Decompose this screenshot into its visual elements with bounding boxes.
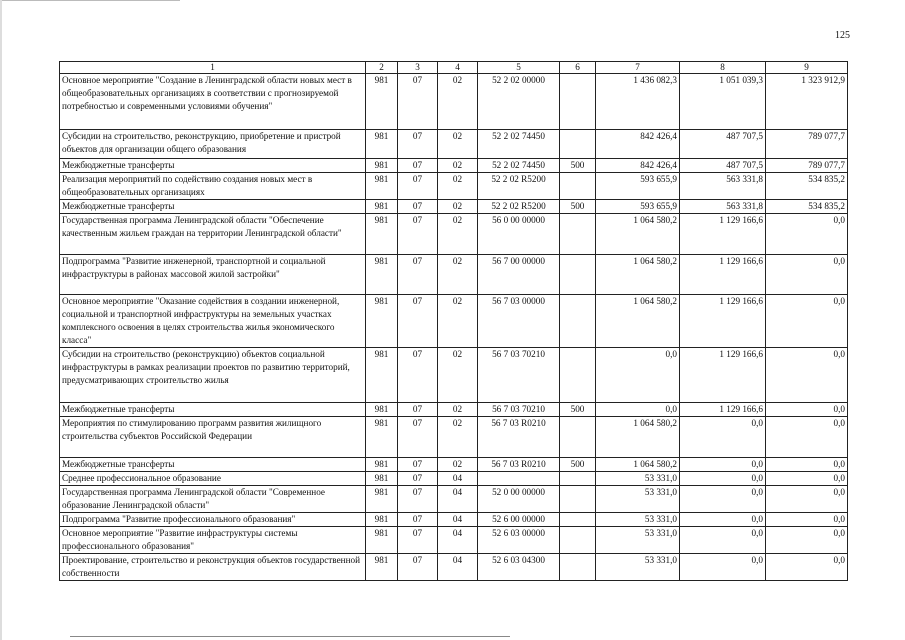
amount-col-8: 1 129 166,6 bbox=[680, 255, 766, 295]
subsection-code: 02 bbox=[438, 458, 478, 472]
scan-fold-shadow bbox=[0, 0, 2, 640]
amount-col-8: 0,0 bbox=[680, 513, 766, 527]
expense-type-code bbox=[560, 255, 596, 295]
glava-code: 981 bbox=[366, 554, 398, 581]
subsection-code: 02 bbox=[438, 214, 478, 255]
target-article-code bbox=[478, 472, 560, 486]
amount-col-7: 842 426,4 bbox=[596, 159, 680, 173]
table-row bbox=[60, 527, 848, 554]
table-row bbox=[60, 130, 848, 159]
subsection-code: 02 bbox=[438, 74, 478, 130]
amount-col-8: 0,0 bbox=[680, 472, 766, 486]
header-cell: 4 bbox=[438, 62, 478, 74]
target-article-code: 52 6 00 00000 bbox=[478, 513, 560, 527]
section-code: 07 bbox=[398, 403, 438, 417]
subsection-code: 02 bbox=[438, 173, 478, 200]
header-cell: 1 bbox=[60, 62, 366, 74]
subsection-code: 04 bbox=[438, 472, 478, 486]
amount-col-8: 1 129 166,6 bbox=[680, 348, 766, 403]
target-article-code: 52 2 02 74450 bbox=[478, 130, 560, 159]
amount-col-8: 487 707,5 bbox=[680, 159, 766, 173]
amount-col-8: 1 129 166,6 bbox=[680, 403, 766, 417]
expense-type-code bbox=[560, 130, 596, 159]
glava-code: 981 bbox=[366, 173, 398, 200]
table-row bbox=[60, 255, 848, 295]
item-name: Реализация мероприятий по содействию создания новых мест в общеобразовательных организациях bbox=[60, 173, 366, 200]
subsection-code: 04 bbox=[438, 527, 478, 554]
subsection-code: 02 bbox=[438, 295, 478, 348]
glava-code: 981 bbox=[366, 527, 398, 554]
amount-col-9: 0,0 bbox=[766, 554, 848, 581]
section-code: 07 bbox=[398, 458, 438, 472]
item-name: Основное мероприятие "Создание в Ленинградской области новых мест в общеобразовательных организациях в соответствии с прогнозируемой потребностью и современными условиями обучения" bbox=[60, 74, 366, 130]
amount-col-9: 0,0 bbox=[766, 513, 848, 527]
section-code: 07 bbox=[398, 159, 438, 173]
header-cell: 3 bbox=[398, 62, 438, 74]
subsection-code: 02 bbox=[438, 403, 478, 417]
glava-code: 981 bbox=[366, 295, 398, 348]
subsection-code: 02 bbox=[438, 417, 478, 458]
amount-col-7: 1 064 580,2 bbox=[596, 295, 680, 348]
section-code: 07 bbox=[398, 486, 438, 513]
expense-type-code: 500 bbox=[560, 159, 596, 173]
subsection-code: 04 bbox=[438, 486, 478, 513]
section-code: 07 bbox=[398, 74, 438, 130]
amount-col-9: 789 077,7 bbox=[766, 159, 848, 173]
table-row bbox=[60, 486, 848, 513]
subsection-code: 04 bbox=[438, 513, 478, 527]
target-article-code: 56 7 03 70210 bbox=[478, 348, 560, 403]
amount-col-9: 0,0 bbox=[766, 458, 848, 472]
amount-col-9: 0,0 bbox=[766, 486, 848, 513]
amount-col-7: 53 331,0 bbox=[596, 554, 680, 581]
header-cell: 9 bbox=[766, 62, 848, 74]
table-row bbox=[60, 554, 848, 581]
item-name: Межбюджетные трансферты bbox=[60, 200, 366, 214]
section-code: 07 bbox=[398, 554, 438, 581]
table-row bbox=[60, 513, 848, 527]
expense-type-code bbox=[560, 417, 596, 458]
amount-col-7: 53 331,0 bbox=[596, 472, 680, 486]
amount-col-8: 563 331,8 bbox=[680, 173, 766, 200]
table-row bbox=[60, 214, 848, 255]
section-code: 07 bbox=[398, 295, 438, 348]
expense-type-code bbox=[560, 173, 596, 200]
amount-col-9: 0,0 bbox=[766, 214, 848, 255]
section-code: 07 bbox=[398, 214, 438, 255]
table-row bbox=[60, 472, 848, 486]
budget-table bbox=[59, 61, 848, 581]
target-article-code: 56 7 03 00000 bbox=[478, 295, 560, 348]
section-code: 07 bbox=[398, 173, 438, 200]
amount-col-7: 0,0 bbox=[596, 403, 680, 417]
glava-code: 981 bbox=[366, 403, 398, 417]
amount-col-9: 0,0 bbox=[766, 255, 848, 295]
item-name: Подпрограмма "Развитие инженерной, транспортной и социальной инфраструктуры в районах массовой жилой застройки" bbox=[60, 255, 366, 295]
amount-col-7: 1 064 580,2 bbox=[596, 458, 680, 472]
amount-col-7: 53 331,0 bbox=[596, 513, 680, 527]
subsection-code: 04 bbox=[438, 554, 478, 581]
amount-col-9: 0,0 bbox=[766, 417, 848, 458]
expense-type-code bbox=[560, 527, 596, 554]
glava-code: 981 bbox=[366, 472, 398, 486]
expense-type-code: 500 bbox=[560, 403, 596, 417]
item-name: Межбюджетные трансферты bbox=[60, 159, 366, 173]
item-name: Государственная программа Ленинградской области "Обеспечение качественным жильем граждан на территории Ленинградской области" bbox=[60, 214, 366, 255]
glava-code: 981 bbox=[366, 200, 398, 214]
amount-col-7: 1 064 580,2 bbox=[596, 214, 680, 255]
table-row bbox=[60, 403, 848, 417]
section-code: 07 bbox=[398, 255, 438, 295]
amount-col-7: 1 064 580,2 bbox=[596, 255, 680, 295]
item-name: Мероприятия по стимулированию программ развития жилищного строительства субъектов Российской Федерации bbox=[60, 417, 366, 458]
item-name: Государственная программа Ленинградской области "Современное образование Ленинградской области" bbox=[60, 486, 366, 513]
amount-col-8: 0,0 bbox=[680, 417, 766, 458]
glava-code: 981 bbox=[366, 458, 398, 472]
expense-type-code bbox=[560, 513, 596, 527]
scan-edge-line bbox=[0, 0, 180, 1]
section-code: 07 bbox=[398, 513, 438, 527]
target-article-code: 52 6 03 04300 bbox=[478, 554, 560, 581]
item-name: Субсидии на строительство (реконструкцию) объектов социальной инфраструктуры в рамках реализации проектов по развитию территорий, предусматривающих строительство жилья bbox=[60, 348, 366, 403]
item-name: Субсидии на строительство, реконструкцию, приобретение и пристрой объектов для организации общего образования bbox=[60, 130, 366, 159]
scan-bottom-edge bbox=[70, 636, 510, 637]
glava-code: 981 bbox=[366, 513, 398, 527]
amount-col-9: 0,0 bbox=[766, 472, 848, 486]
target-article-code: 52 2 02 R5200 bbox=[478, 173, 560, 200]
item-name: Подпрограмма "Развитие профессионального образования" bbox=[60, 513, 366, 527]
amount-col-9: 534 835,2 bbox=[766, 200, 848, 214]
section-code: 07 bbox=[398, 130, 438, 159]
amount-col-9: 0,0 bbox=[766, 403, 848, 417]
amount-col-8: 0,0 bbox=[680, 527, 766, 554]
header-cell: 2 bbox=[366, 62, 398, 74]
amount-col-8: 1 129 166,6 bbox=[680, 214, 766, 255]
table-row bbox=[60, 200, 848, 214]
table-row bbox=[60, 173, 848, 200]
amount-col-9: 789 077,7 bbox=[766, 130, 848, 159]
target-article-code: 52 2 02 R5200 bbox=[478, 200, 560, 214]
amount-col-9: 534 835,2 bbox=[766, 173, 848, 200]
header-cell: 5 bbox=[478, 62, 560, 74]
table-row bbox=[60, 348, 848, 403]
table-row bbox=[60, 74, 848, 130]
glava-code: 981 bbox=[366, 214, 398, 255]
page-number: 125 bbox=[835, 30, 850, 41]
subsection-code: 02 bbox=[438, 159, 478, 173]
header-cell: 6 bbox=[560, 62, 596, 74]
amount-col-7: 53 331,0 bbox=[596, 486, 680, 513]
glava-code: 981 bbox=[366, 159, 398, 173]
amount-col-9: 1 323 912,9 bbox=[766, 74, 848, 130]
item-name: Основное мероприятие "Оказание содействия в создании инженерной, социальной и транспортной инфраструктуры на земельных участках комплексного освоения в целях строительства жилья экономического класса" bbox=[60, 295, 366, 348]
amount-col-7: 1 436 082,3 bbox=[596, 74, 680, 130]
item-name: Межбюджетные трансферты bbox=[60, 458, 366, 472]
amount-col-9: 0,0 bbox=[766, 527, 848, 554]
target-article-code: 56 7 03 R0210 bbox=[478, 417, 560, 458]
amount-col-8: 0,0 bbox=[680, 486, 766, 513]
section-code: 07 bbox=[398, 472, 438, 486]
header-cell: 7 bbox=[596, 62, 680, 74]
subsection-code: 02 bbox=[438, 348, 478, 403]
table-row bbox=[60, 458, 848, 472]
amount-col-8: 1 051 039,3 bbox=[680, 74, 766, 130]
target-article-code: 52 6 03 00000 bbox=[478, 527, 560, 554]
section-code: 07 bbox=[398, 200, 438, 214]
amount-col-8: 0,0 bbox=[680, 554, 766, 581]
subsection-code: 02 bbox=[438, 130, 478, 159]
expense-type-code bbox=[560, 486, 596, 513]
table-row bbox=[60, 417, 848, 458]
amount-col-7: 842 426,4 bbox=[596, 130, 680, 159]
section-code: 07 bbox=[398, 348, 438, 403]
item-name: Проектирование, строительство и реконструкция объектов государственной собственности bbox=[60, 554, 366, 581]
amount-col-9: 0,0 bbox=[766, 348, 848, 403]
amount-col-8: 563 331,8 bbox=[680, 200, 766, 214]
amount-col-8: 1 129 166,6 bbox=[680, 295, 766, 348]
expense-type-code: 500 bbox=[560, 200, 596, 214]
expense-type-code bbox=[560, 74, 596, 130]
amount-col-7: 1 064 580,2 bbox=[596, 417, 680, 458]
amount-col-7: 53 331,0 bbox=[596, 527, 680, 554]
subsection-code: 02 bbox=[438, 200, 478, 214]
header-row bbox=[60, 62, 848, 74]
target-article-code: 52 2 02 00000 bbox=[478, 74, 560, 130]
glava-code: 981 bbox=[366, 348, 398, 403]
item-name: Межбюджетные трансферты bbox=[60, 403, 366, 417]
glava-code: 981 bbox=[366, 417, 398, 458]
target-article-code: 56 0 00 00000 bbox=[478, 214, 560, 255]
table-row bbox=[60, 159, 848, 173]
expense-type-code bbox=[560, 214, 596, 255]
target-article-code: 56 7 00 00000 bbox=[478, 255, 560, 295]
expense-type-code bbox=[560, 472, 596, 486]
glava-code: 981 bbox=[366, 486, 398, 513]
expense-type-code bbox=[560, 554, 596, 581]
glava-code: 981 bbox=[366, 130, 398, 159]
amount-col-7: 0,0 bbox=[596, 348, 680, 403]
amount-col-7: 593 655,9 bbox=[596, 173, 680, 200]
target-article-code: 56 7 03 70210 bbox=[478, 403, 560, 417]
section-code: 07 bbox=[398, 527, 438, 554]
target-article-code: 52 2 02 74450 bbox=[478, 159, 560, 173]
section-code: 07 bbox=[398, 417, 438, 458]
amount-col-8: 487 707,5 bbox=[680, 130, 766, 159]
glava-code: 981 bbox=[366, 74, 398, 130]
expense-type-code bbox=[560, 295, 596, 348]
glava-code: 981 bbox=[366, 255, 398, 295]
expense-type-code: 500 bbox=[560, 458, 596, 472]
amount-col-8: 0,0 bbox=[680, 458, 766, 472]
header-cell: 8 bbox=[680, 62, 766, 74]
item-name: Основное мероприятие "Развитие инфраструктуры системы профессионального образования" bbox=[60, 527, 366, 554]
table-row bbox=[60, 295, 848, 348]
subsection-code: 02 bbox=[438, 255, 478, 295]
amount-col-7: 593 655,9 bbox=[596, 200, 680, 214]
item-name: Среднее профессиональное образование bbox=[60, 472, 366, 486]
target-article-code: 52 0 00 00000 bbox=[478, 486, 560, 513]
target-article-code: 56 7 03 R0210 bbox=[478, 458, 560, 472]
expense-type-code bbox=[560, 348, 596, 403]
amount-col-9: 0,0 bbox=[766, 295, 848, 348]
